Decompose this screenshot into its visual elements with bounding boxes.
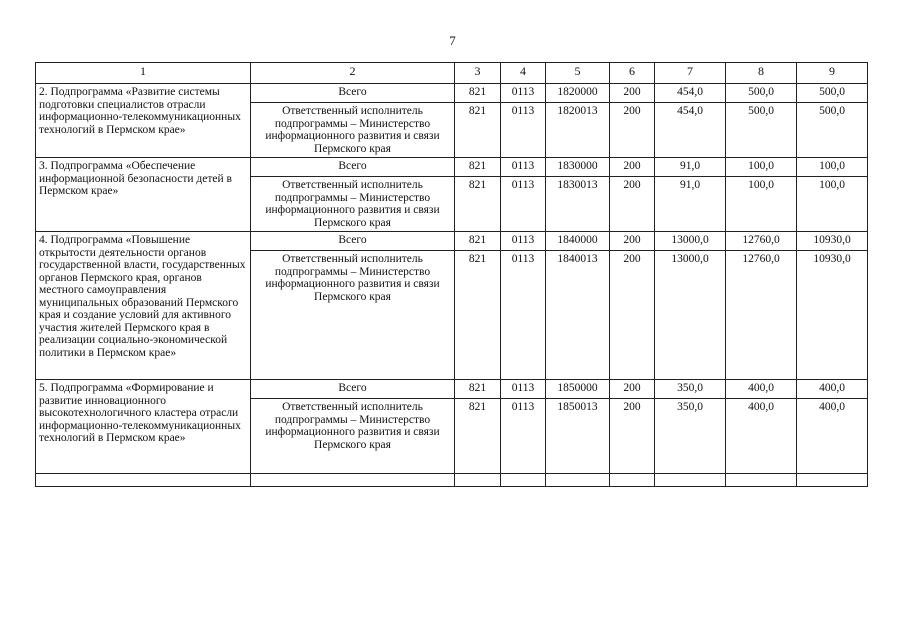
cell-c3: 821	[455, 380, 501, 399]
blank-cell	[610, 474, 655, 487]
blank-cell	[455, 474, 501, 487]
budget-table	[35, 62, 868, 487]
cell-c9: 500,0	[797, 84, 868, 103]
executor-label: Ответственный исполнитель подпрограммы – Министерство информационного развития и связи Пермского края	[251, 399, 455, 474]
blank-cell	[726, 474, 797, 487]
cell-c6: 200	[610, 251, 655, 380]
cell-c6: 200	[610, 84, 655, 103]
cell-c9: 100,0	[797, 177, 868, 232]
column-header: 1	[36, 63, 251, 84]
cell-c8: 500,0	[726, 103, 797, 158]
column-header: 7	[655, 63, 726, 84]
cell-c9: 100,0	[797, 158, 868, 177]
cell-c9: 500,0	[797, 103, 868, 158]
cell-c4: 0113	[501, 177, 546, 232]
column-header: 4	[501, 63, 546, 84]
cell-c9: 400,0	[797, 399, 868, 474]
cell-c7: 350,0	[655, 380, 726, 399]
blank-cell	[546, 474, 610, 487]
cell-c7: 91,0	[655, 158, 726, 177]
cell-c6: 200	[610, 177, 655, 232]
cell-c6: 200	[610, 232, 655, 251]
total-label: Всего	[251, 158, 455, 177]
cell-c5: 1850013	[546, 399, 610, 474]
blank-cell	[501, 474, 546, 487]
cell-c4: 0113	[501, 103, 546, 158]
page-number: 7	[449, 33, 456, 48]
blank-cell	[797, 474, 868, 487]
cell-c3: 821	[455, 158, 501, 177]
cell-c7: 13000,0	[655, 251, 726, 380]
cell-c8: 400,0	[726, 380, 797, 399]
blank-row	[36, 474, 868, 487]
cell-c8: 12760,0	[726, 232, 797, 251]
cell-c7: 91,0	[655, 177, 726, 232]
cell-c3: 821	[455, 177, 501, 232]
cell-c4: 0113	[501, 232, 546, 251]
cell-c3: 821	[455, 84, 501, 103]
column-number-row	[36, 63, 868, 84]
cell-c7: 13000,0	[655, 232, 726, 251]
cell-c8: 12760,0	[726, 251, 797, 380]
executor-label: Ответственный исполнитель подпрограммы – Министерство информационного развития и связи Пермского края	[251, 251, 455, 380]
cell-c7: 350,0	[655, 399, 726, 474]
cell-c4: 0113	[501, 158, 546, 177]
cell-c6: 200	[610, 103, 655, 158]
cell-c6: 200	[610, 399, 655, 474]
cell-c5: 1820013	[546, 103, 610, 158]
cell-c5: 1820000	[546, 84, 610, 103]
cell-c6: 200	[610, 158, 655, 177]
cell-c8: 100,0	[726, 177, 797, 232]
executor-label: Ответственный исполнитель подпрограммы – Министерство информационного развития и связи Пермского края	[251, 103, 455, 158]
cell-c5: 1830013	[546, 177, 610, 232]
cell-c7: 454,0	[655, 84, 726, 103]
cell-c7: 454,0	[655, 103, 726, 158]
subprogram-name: 3. Подпрограмма «Обеспечение информационной безопасности детей в Пермском крае»	[36, 158, 251, 232]
cell-c3: 821	[455, 232, 501, 251]
column-header: 3	[455, 63, 501, 84]
subprogram-name: 4. Подпрограмма «Повышение открытости деятельности органов государственной власти, государственных органов Пермского края, органов местного самоуправления муниципальных образований Пермского края и создание условий для активного участия жителей Пермского края в реализации социально-экономической политики в Пермском крае»	[36, 232, 251, 380]
cell-c4: 0113	[501, 399, 546, 474]
subprogram-total-row	[36, 232, 868, 251]
column-header: 2	[251, 63, 455, 84]
column-header: 9	[797, 63, 868, 84]
cell-c8: 400,0	[726, 399, 797, 474]
subprogram-name: 5. Подпрограмма «Формирование и развитие инновационного высокотехнологичного кластера отрасли информационно-телекоммуникационных технологий в Пермском крае»	[36, 380, 251, 474]
subprogram-total-row	[36, 158, 868, 177]
subprogram-name: 2. Подпрограмма «Развитие системы подготовки специалистов отрасли информационно-телекоммуникационных технологий в Пермском крае»	[36, 84, 251, 158]
cell-c9: 10930,0	[797, 232, 868, 251]
cell-c3: 821	[455, 399, 501, 474]
cell-c6: 200	[610, 380, 655, 399]
subprogram-total-row	[36, 84, 868, 103]
cell-c5: 1850000	[546, 380, 610, 399]
cell-c4: 0113	[501, 84, 546, 103]
cell-c9: 10930,0	[797, 251, 868, 380]
cell-c8: 500,0	[726, 84, 797, 103]
cell-c8: 100,0	[726, 158, 797, 177]
cell-c3: 821	[455, 251, 501, 380]
blank-cell	[36, 474, 251, 487]
blank-cell	[655, 474, 726, 487]
column-header: 8	[726, 63, 797, 84]
total-label: Всего	[251, 380, 455, 399]
subprogram-total-row	[36, 380, 868, 399]
cell-c4: 0113	[501, 251, 546, 380]
blank-cell	[251, 474, 455, 487]
cell-c9: 400,0	[797, 380, 868, 399]
column-header: 5	[546, 63, 610, 84]
total-label: Всего	[251, 84, 455, 103]
cell-c5: 1830000	[546, 158, 610, 177]
cell-c5: 1840000	[546, 232, 610, 251]
cell-c5: 1840013	[546, 251, 610, 380]
executor-label: Ответственный исполнитель подпрограммы – Министерство информационного развития и связи Пермского края	[251, 177, 455, 232]
total-label: Всего	[251, 232, 455, 251]
cell-c4: 0113	[501, 380, 546, 399]
column-header: 6	[610, 63, 655, 84]
cell-c3: 821	[455, 103, 501, 158]
